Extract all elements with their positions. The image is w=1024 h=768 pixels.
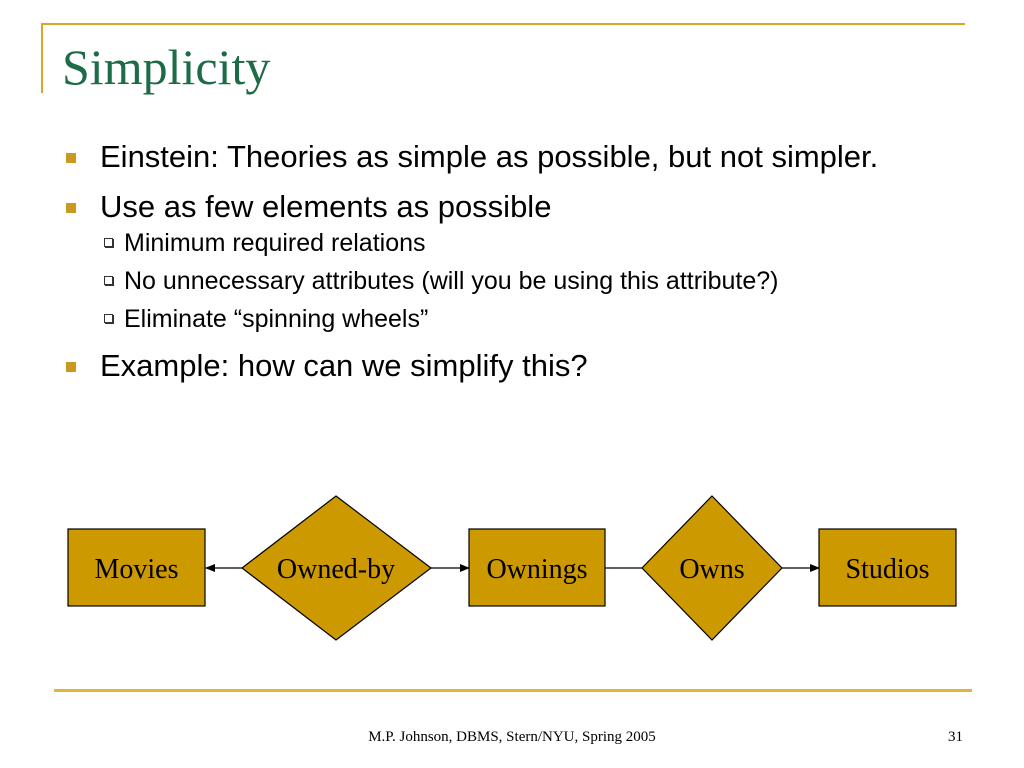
- slide-title: Simplicity: [62, 39, 271, 95]
- entity-ownings: [469, 529, 605, 606]
- relationship-owns: [642, 496, 782, 640]
- relationship-label: Owns: [679, 554, 745, 585]
- entity-label: Ownings: [486, 554, 588, 585]
- relationship-owned-by: [242, 496, 431, 640]
- bullet-text: Einstein: Theories as simple as possible, but not simpler.: [100, 139, 879, 174]
- entity-label: Studios: [845, 554, 930, 585]
- entity-studios: [819, 529, 956, 606]
- bullet-text: Example: how can we simplify this?: [100, 348, 588, 383]
- sub-bullet-text: No unnecessary attributes (will you be using this attribute?): [124, 267, 779, 295]
- footer-divider-line: [54, 689, 972, 692]
- bullet-text: Use as few elements as possible: [100, 189, 552, 224]
- entity-movies: [68, 529, 205, 606]
- sub-bullet-text: Minimum required relations: [124, 229, 426, 257]
- footer-text: M.P. Johnson, DBMS, Stern/NYU, Spring 2005: [368, 729, 656, 745]
- sub-bullet-text: Eliminate “spinning wheels”: [124, 305, 429, 333]
- page-number: 31: [948, 729, 963, 745]
- relationship-label: Owned-by: [276, 554, 396, 585]
- entity-label: Movies: [94, 554, 179, 585]
